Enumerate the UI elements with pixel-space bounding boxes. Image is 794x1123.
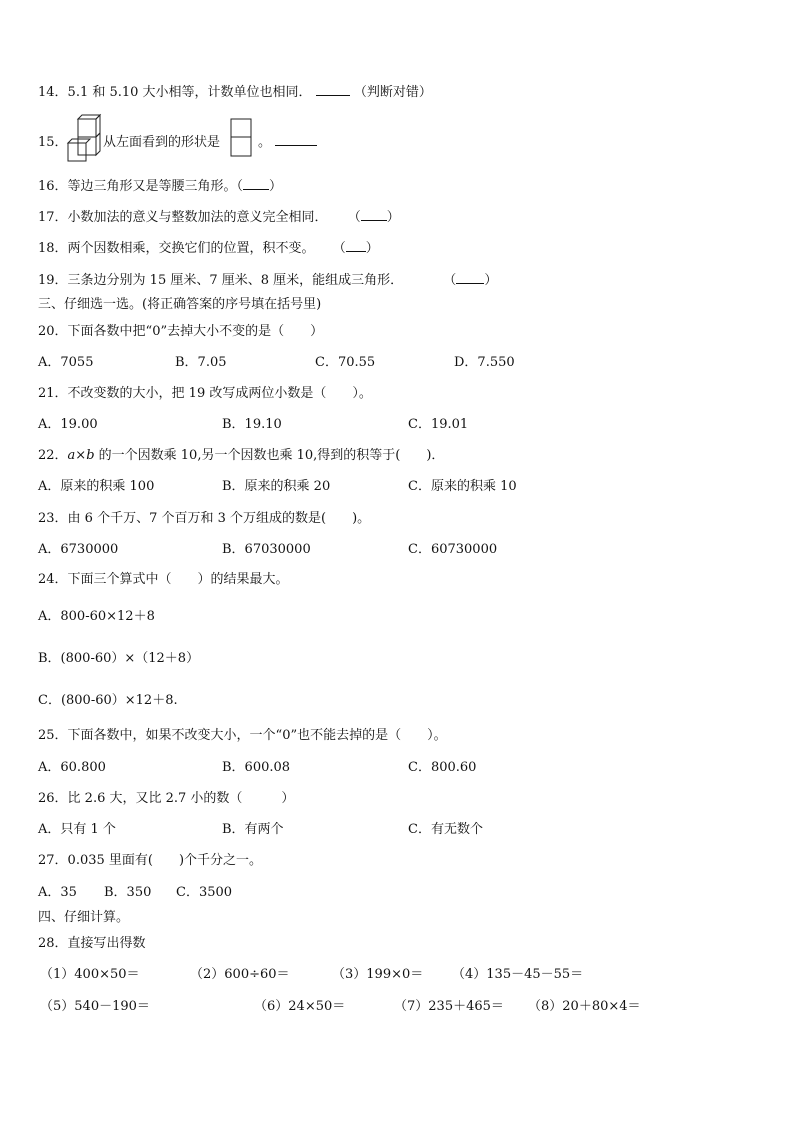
question-21: 21．不改变数的大小，把 19 改写成两位小数是（ ）。 [38,386,372,401]
option-a[interactable]: A．6730000 [38,542,119,557]
question-18-open: （ [332,241,346,256]
question-24: 24．下面三个算式中（ ）的结果最大。 [38,572,289,587]
section-4-heading: 四、仔细计算。 [38,910,130,925]
question-14-text: 14．5.1 和 5.10 大小相等，计数单位也相同． [38,85,312,100]
option-b[interactable]: B．600.08 [222,760,291,775]
option-b[interactable]: B．有两个 [222,822,284,837]
answer-blank[interactable] [275,133,317,146]
question-17-tail: ） [386,210,400,225]
question-18-text: 18．两个因数相乘，交换它们的位置，积不变。 [38,241,315,256]
option-c[interactable]: C．原来的积乘 10 [408,479,517,494]
option-b[interactable]: B．(800-60）×（12＋8） [38,651,200,666]
question-22-number: 22． [38,448,68,463]
calc-item-4: （4）135－45－55＝ [452,967,584,982]
option-a[interactable]: A．只有 1 个 [38,822,116,837]
option-c[interactable]: C．800.60 [408,760,477,775]
question-16-text: 16．等边三角形又是等腰三角形。（ [38,179,244,194]
calc-item-3: （3）199×0＝ [332,967,424,982]
option-c[interactable]: C．(800-60）×12＋8. [38,693,178,708]
option-c[interactable]: C．3500 [176,885,233,900]
question-19-open: （ [443,273,457,288]
answer-blank[interactable] [456,271,484,284]
answer-blank[interactable] [346,239,366,252]
option-a[interactable]: A．35 [38,885,77,900]
calc-item-2: （2）600÷60＝ [190,967,290,982]
question-26: 26．比 2.6 大，又比 2.7 小的数（ ） [38,791,295,806]
question-18-tail: ） [365,241,379,256]
calc-item-1: （1）400×50＝ [40,967,140,982]
question-14 [38,83,432,101]
option-b[interactable]: B．350 [104,885,152,900]
option-c[interactable]: C．70.55 [315,355,376,370]
option-a[interactable]: A．800-60×12＋8 [38,609,155,624]
calc-item-8: （8）20＋80×4＝ [528,999,641,1014]
question-22 [38,448,444,464]
option-b[interactable]: B．7.05 [175,355,227,370]
cube-stack-figure [66,113,102,165]
question-19-tail: ） [484,273,498,288]
section-3-heading: 三、仔细选一选。(将正确答案的序号填在括号里) [38,297,322,312]
option-c[interactable]: C．有无数个 [408,822,483,837]
option-a[interactable]: A．原来的积乘 100 [38,479,155,494]
question-23: 23．由 6 个千万、7 个百万和 3 个万组成的数是( )。 [38,511,371,526]
question-22-text: 的一个因数乘 10,另一个因数也乘 10,得到的积等于( )． [94,448,445,463]
question-14-tail: （判断对错） [353,85,432,100]
question-17-text: 17．小数加法的意义与整数加法的意义完全相同． [38,210,328,225]
question-17 [38,208,400,226]
option-b[interactable]: B．原来的积乘 20 [222,479,331,494]
option-a[interactable]: A．7055 [38,355,94,370]
question-17-open: （ [347,210,361,225]
question-15-text: 从左面看到的形状是 [103,135,221,150]
calc-item-6: （6）24×50＝ [254,999,346,1014]
question-15-tail: 。 [258,135,272,150]
question-19-text: 19．三条边分别为 15 厘米、7 厘米、8 厘米，能组成三角形． [38,273,404,288]
answer-blank[interactable] [243,177,269,190]
question-27: 27．0.035 里面有( )个千分之一。 [38,853,263,868]
question-25: 25．下面各数中，如果不改变大小，一个“0”也不能去掉的是（ ）。 [38,728,447,743]
question-15-tail-wrap [258,131,317,150]
question-22-variable: a×b [67,448,95,463]
option-c[interactable]: C．60730000 [408,542,498,557]
question-28: 28．直接写出得数 [38,936,146,951]
option-a[interactable]: A．60.800 [38,760,106,775]
question-19 [38,271,497,289]
option-a[interactable]: A．19.00 [38,417,98,432]
question-16-tail: ） [269,179,283,194]
question-18 [38,239,379,257]
left-view-figure [229,118,255,158]
option-b[interactable]: B．19.10 [222,417,282,432]
calc-item-7: （7）235＋465＝ [394,999,504,1014]
option-c[interactable]: C．19.01 [408,417,469,432]
question-15-number: 15． [38,135,68,150]
answer-blank[interactable] [316,83,350,96]
option-d[interactable]: D．7.550 [454,355,515,370]
question-16 [38,177,282,195]
question-20: 20．下面各数中把“0”去掉大小不变的是（ ） [38,324,324,339]
option-b[interactable]: B．67030000 [222,542,311,557]
answer-blank[interactable] [361,208,387,221]
calc-item-5: （5）540－190＝ [40,999,150,1014]
